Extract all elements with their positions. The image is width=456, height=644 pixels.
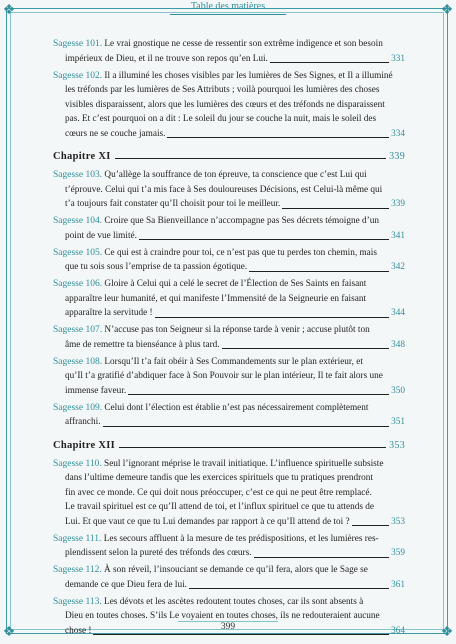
leader-line: [167, 137, 389, 138]
entry-text: cœurs ne se couche jamais.: [65, 128, 166, 139]
entry-label: Sagesse 103.: [53, 170, 103, 180]
entry-last-line: [53, 197, 405, 212]
entry-line: [53, 214, 405, 229]
entry-text: Les secours affluent à la mesure de tes prédispositions, et les lumières res-: [103, 533, 379, 544]
entry-text: impérieux de Dieu, et il ne trouve son repos qu’en Lui.: [65, 53, 268, 64]
entry-line: [53, 37, 405, 52]
entry-page-number: 342: [391, 262, 405, 272]
entry-text: âme de remettre ta bienséance à plus tard.: [65, 339, 220, 350]
entry-line: [53, 98, 405, 113]
entry-last-line: [53, 260, 405, 275]
entry-label: Sagesse 102.: [53, 70, 103, 81]
entry-line: [53, 471, 405, 486]
toc-entry[interactable]: [53, 246, 405, 275]
leader-line: [189, 588, 389, 589]
toc-entry[interactable]: [53, 37, 405, 66]
entry-text: Croire que Sa Bienveillance n’accompagne pas Ses décrets témoigne d’un: [104, 216, 379, 226]
entry-text: Lorsqu’Il t’a fait obéir à Ses Commandements sur le plan extérieur, et: [104, 356, 363, 367]
entry-text: N’accuse pas ton Seigneur si la réponse tarde à venir ; accuse plutôt ton: [104, 325, 370, 335]
entry-text: qu’Il t’a gratifié d’abdiquer face à Son Pouvoir sur le plan intérieur, Il te fait alors une: [65, 371, 383, 381]
entry-page-number: 341: [391, 230, 405, 241]
leader-line: [93, 634, 389, 635]
entry-page-number: 351: [391, 417, 405, 427]
entry-line: [53, 486, 405, 501]
entry-line: [53, 563, 405, 578]
entry-page-number: 359: [391, 548, 405, 558]
entry-text: fin avec ce monde. Ce qui doit nous préoccuper, c’est ce qui ne peut être remplacé.: [65, 487, 372, 498]
entry-text: point de vue limité.: [65, 230, 137, 241]
toc-entry[interactable]: [53, 563, 405, 592]
entry-last-line: [53, 52, 405, 67]
entry-text: chose !: [65, 625, 92, 636]
leader-line: [115, 158, 386, 159]
entry-last-line: [53, 306, 405, 321]
entry-text: Celui dont l’élection est établie n’est pas nécessairement complètement: [104, 402, 369, 413]
entry-text: immense faveur.: [65, 385, 127, 396]
toc-entry[interactable]: [53, 69, 405, 142]
toc-entry[interactable]: [53, 532, 405, 561]
leader-line: [103, 426, 390, 427]
entry-label: Sagesse 107.: [53, 325, 103, 335]
entry-text: apparaître la servitude !: [65, 308, 153, 318]
chapter-heading-xi[interactable]: [53, 151, 405, 162]
entry-text: Dieu en toutes choses. S’ils Le voyaient en toutes choses, ils ne redouteraient aucune: [65, 611, 380, 621]
entry-text: apparaître leur humanité, et qui manifeste l’Immensité de la Seigneurie en faisant: [65, 293, 367, 304]
entry-text: pas. Et c’est pourquoi on a dit : Le soleil du jour se couche la nuit, mais le soleil des: [65, 114, 377, 124]
leader-line: [222, 348, 390, 349]
entry-label: Sagesse 104.: [53, 216, 103, 226]
entry-text: demande ce que Dieu fera de lui.: [65, 579, 187, 590]
entry-text: Il a illuminé les choses visibles par les lumières de Ses Signes, et Il a illuminé: [104, 70, 393, 81]
entry-line: [53, 183, 405, 198]
entry-line: [53, 69, 405, 84]
entry-page-number: 334: [391, 128, 405, 139]
entry-last-line: [53, 384, 405, 399]
leader-line: [155, 317, 390, 318]
entry-line: [53, 401, 405, 416]
entry-line: [53, 457, 405, 472]
toc-entry[interactable]: [53, 457, 405, 530]
entry-label: Sagesse 106.: [53, 279, 103, 289]
entry-last-line: [53, 515, 405, 530]
toc-group: [53, 457, 405, 639]
entry-label: Sagesse 109.: [53, 402, 103, 413]
toc-entry[interactable]: [53, 323, 405, 352]
entry-line: [53, 595, 405, 610]
entry-last-line: [53, 546, 405, 561]
entry-label: Sagesse 110.: [53, 458, 102, 469]
entry-text: les tréfonds par les lumières de Ses Attributs ; voilà pourquoi les lumières des choses: [65, 85, 380, 95]
entry-line: [53, 246, 405, 261]
entry-line: [53, 168, 405, 183]
corner-ornament-icon: ❖: [440, 625, 454, 640]
entry-label: Sagesse 108.: [53, 356, 103, 367]
entry-label: Sagesse 101.: [53, 39, 103, 49]
header-rule: [170, 14, 286, 15]
entry-text: t’éprouve. Celui qui t’a mis face à Ses douloureuses Décisions, est Celui-là même qui: [65, 184, 383, 195]
entry-line: [53, 500, 405, 515]
corner-ornament-icon: ❖: [440, 3, 454, 18]
entry-line: [53, 112, 405, 127]
toc-entry[interactable]: [53, 355, 405, 399]
entry-text: Le travail spirituel est ce qu’Il attend de toi, et l’influx spirituel ce que tu attends de: [65, 502, 375, 512]
running-header: Table des matières: [190, 1, 266, 12]
leader-line: [352, 525, 390, 526]
chapter-title: Chapitre XI: [53, 151, 111, 162]
entry-last-line: [53, 578, 405, 593]
entry-line: [53, 292, 405, 307]
leader-line: [249, 271, 389, 272]
leader-line: [282, 208, 389, 209]
entry-page-number: 353: [391, 516, 405, 527]
entry-line: [53, 532, 405, 547]
entry-text: Lui. Et que vaut ce que tu Lui demandes par rapport à ce qu’Il attend de toi ?: [65, 516, 350, 527]
entry-text: À son réveil, l’insouciant se demande ce qu’il fera, alors que le Sage se: [104, 565, 368, 575]
entry-page-number: 348: [391, 339, 405, 350]
toc-group: [53, 168, 405, 430]
entry-line: [53, 355, 405, 370]
leader-line: [119, 447, 386, 448]
corner-ornament-icon: ❖: [2, 3, 16, 18]
entry-page-number: 350: [391, 385, 405, 396]
leader-line: [254, 557, 390, 558]
entry-text: dans l’ultime demeure tandis que les exercices spirituels que tu pratiques prendront: [65, 473, 373, 483]
chapter-title: Chapitre XII: [53, 439, 116, 451]
chapter-page-number: 339: [389, 151, 405, 162]
entry-last-line: [53, 127, 405, 142]
entry-text: Le vrai gnostique ne cesse de ressentir son extrême indigence et son besoin: [104, 39, 383, 49]
entry-page-number: 331: [391, 53, 405, 64]
entry-line: [53, 323, 405, 338]
entry-page-number: 339: [391, 199, 405, 209]
entry-last-line: [53, 415, 405, 430]
leader-line: [270, 62, 389, 63]
entry-line: [53, 277, 405, 292]
entry-label: Sagesse 113.: [53, 596, 102, 607]
entry-label: Sagesse 105.: [53, 247, 103, 258]
entry-text: Qu’allège la souffrance de ton épreuve, ta conscience que c’est Lui qui: [104, 170, 367, 180]
entry-text: Seul l’ignorant méprise le travail initiatique. L’influence spirituelle subsiste: [104, 458, 384, 469]
entry-text: Ce qui est à craindre pour toi, ce n’est pas que tu perdes ton chemin, mais: [104, 247, 377, 258]
toc-entry[interactable]: [53, 277, 405, 321]
toc-entry[interactable]: [53, 168, 405, 212]
corner-ornament-icon: ❖: [2, 625, 16, 640]
entry-last-line: [53, 338, 405, 353]
entry-line: [53, 369, 405, 384]
entry-text: visibles disparaissent, alors que les lumières des cœurs et des tréfonds ne disparaissent: [65, 99, 385, 110]
entry-label: Sagesse 112.: [53, 565, 102, 575]
entry-page-number: 361: [391, 579, 405, 590]
entry-line: [53, 83, 405, 98]
entry-text: Gloire à Celui qui a celé le secret de l’Élection de Ses Saints en faisant: [104, 279, 367, 289]
entry-text: affranchi.: [65, 417, 101, 427]
entry-page-number: 364: [391, 625, 405, 636]
leader-line: [128, 394, 389, 395]
chapter-page-number: 353: [389, 439, 405, 451]
toc-entry[interactable]: [53, 401, 405, 430]
entry-text: que tu sois sous l’emprise de ta passion égotique.: [65, 262, 248, 272]
leader-line: [139, 239, 389, 240]
chapter-heading-xii[interactable]: [53, 440, 405, 451]
entry-text: t’a toujours fait constater qu’Il choisit pour toi le meilleur.: [65, 199, 281, 209]
page-number: 399: [220, 622, 236, 632]
toc-entry[interactable]: [53, 214, 405, 243]
toc-content: [53, 37, 405, 641]
entry-page-number: 344: [391, 308, 405, 318]
entry-last-line: [53, 229, 405, 244]
entry-label: Sagesse 111.: [53, 533, 102, 544]
entry-text: plendissent selon la pureté des tréfonds des cœurs.: [65, 548, 252, 558]
toc-group: [53, 37, 405, 141]
entry-text: Les dévots et les ascètes redoutent toutes choses, car ils sont absents à: [104, 596, 364, 607]
